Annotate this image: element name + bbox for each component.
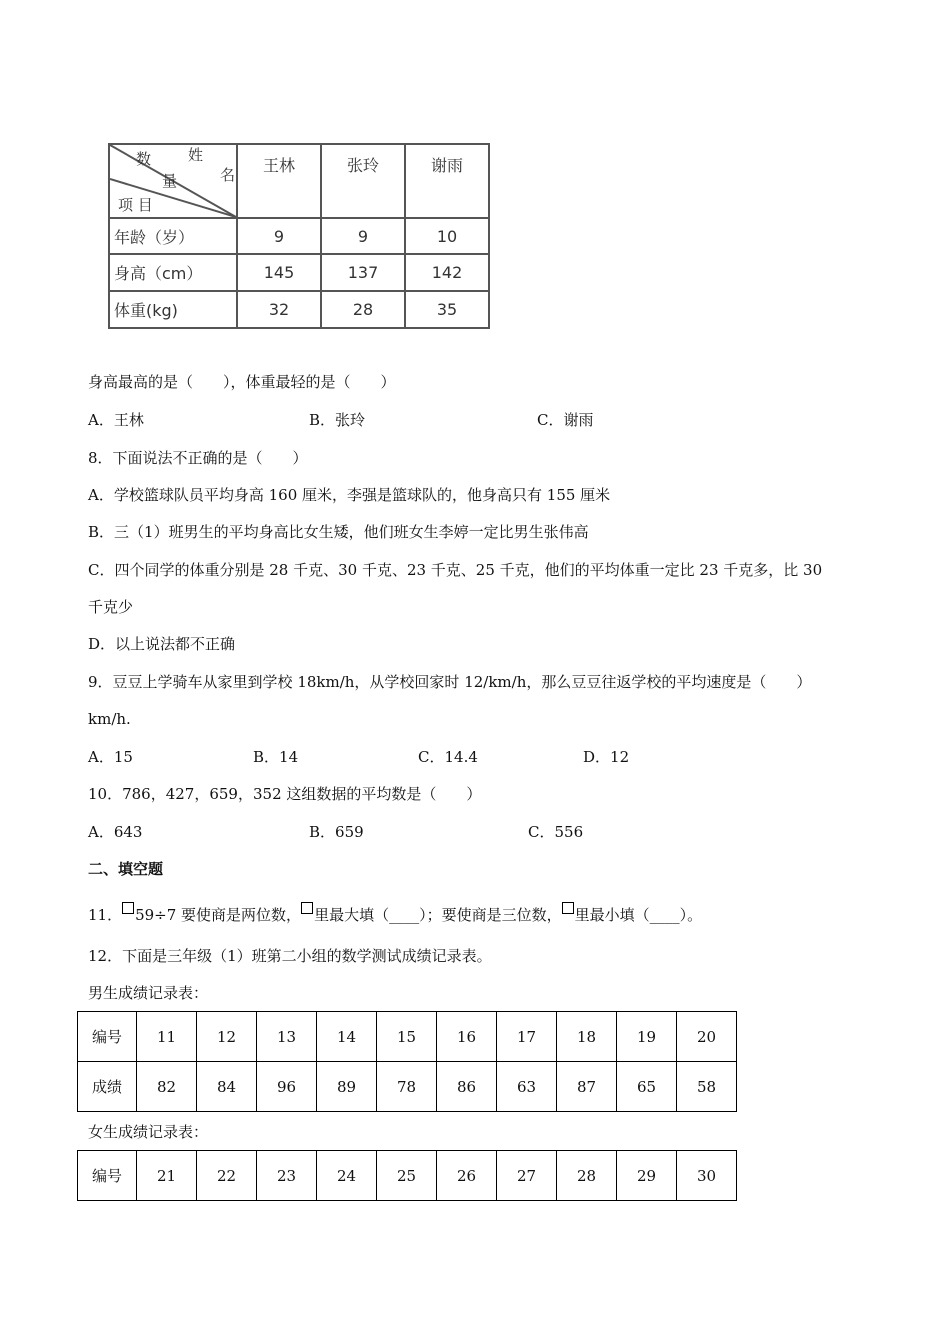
id-cell: 30 — [677, 1151, 737, 1201]
id-cell: 29 — [617, 1151, 677, 1201]
q10-stem: 10．786，427，659，352 这组数据的平均数是（ ） — [88, 785, 482, 803]
girls-table-caption: 女生成绩记录表： — [88, 1123, 209, 1141]
q8-option-b: B．三（1）班男生的平均身高比女生矮，他们班女生李婷一定比男生张伟高 — [88, 523, 589, 541]
id-cell: 26 — [437, 1151, 497, 1201]
id-label-cell: 编号 — [78, 1012, 137, 1062]
girls-score-table — [77, 1150, 737, 1201]
boys-score-table — [77, 1011, 737, 1112]
value-cell: 32 — [237, 291, 321, 328]
value-cell: 9 — [237, 218, 321, 254]
diagonal-header-cell — [109, 144, 237, 218]
q7-option-c: C．谢雨 — [537, 411, 594, 429]
q7-stem: 身高最高的是（ ），体重最轻的是（ ） — [88, 373, 396, 391]
id-cell: 14 — [317, 1012, 377, 1062]
q9-stem-line2: km/h. — [88, 710, 131, 728]
q11-part3: 里最小填（____）。 — [574, 906, 703, 924]
corner-num-label-2: 量 — [162, 172, 178, 190]
id-cell: 28 — [557, 1151, 617, 1201]
id-cell: 18 — [557, 1012, 617, 1062]
score-cell: 78 — [377, 1062, 437, 1112]
q9-option-d: D．12 — [583, 748, 630, 766]
id-cell: 19 — [617, 1012, 677, 1062]
score-cell: 82 — [137, 1062, 197, 1112]
score-cell: 89 — [317, 1062, 377, 1112]
id-cell: 17 — [497, 1012, 557, 1062]
row-label: 身高（cm） — [109, 254, 237, 291]
id-cell: 16 — [437, 1012, 497, 1062]
q10-option-b: B．659 — [309, 823, 364, 841]
value-cell: 145 — [237, 254, 321, 291]
id-cell: 20 — [677, 1012, 737, 1062]
score-cell: 96 — [257, 1062, 317, 1112]
q10-option-c: C．556 — [528, 823, 584, 841]
row-label: 年龄（岁） — [109, 218, 237, 254]
q7-option-a: A．王林 — [88, 411, 144, 429]
score-cell: 58 — [677, 1062, 737, 1112]
blank-box-icon — [562, 902, 574, 914]
q11-part2: 里最大填（____）；要使商是三位数， — [314, 906, 562, 924]
score-cell: 84 — [197, 1062, 257, 1112]
id-cell: 23 — [257, 1151, 317, 1201]
blank-box-icon — [301, 902, 313, 914]
name-cell: 谢雨 — [405, 144, 489, 218]
score-cell: 63 — [497, 1062, 557, 1112]
row-label: 体重(kg) — [109, 291, 237, 328]
corner-col-label-1: 姓 — [188, 146, 204, 164]
section-heading: 二、填空题 — [88, 860, 164, 878]
id-cell: 15 — [377, 1012, 437, 1062]
id-cell: 27 — [497, 1151, 557, 1201]
value-cell: 142 — [405, 254, 489, 291]
id-cell: 24 — [317, 1151, 377, 1201]
score-label-cell: 成绩 — [78, 1062, 137, 1112]
student-info-table — [108, 143, 490, 329]
id-cell: 11 — [137, 1012, 197, 1062]
q8-stem: 8．下面说法不正确的是（ ） — [88, 449, 308, 467]
score-cell: 65 — [617, 1062, 677, 1112]
value-cell: 137 — [321, 254, 405, 291]
id-label-cell: 编号 — [78, 1151, 137, 1201]
q9-option-c: C．14.4 — [418, 748, 478, 766]
corner-col-label-2: 名 — [220, 166, 236, 184]
value-cell: 10 — [405, 218, 489, 254]
q9-stem-line1: 9．豆豆上学骑车从家里到学校 18km/h，从学校回家时 12/km/h，那么豆豆往返学校的平均速度是（ ） — [88, 673, 812, 691]
q9-option-a: A．15 — [88, 748, 133, 766]
q8-option-c-line2: 千克少 — [88, 598, 134, 616]
q12-stem: 12．下面是三年级（1）班第二小组的数学测试成绩记录表。 — [88, 947, 492, 965]
corner-num-label-1: 数 — [136, 150, 152, 168]
corner-row-label: 项 目 — [118, 196, 153, 214]
q8-option-a: A．学校篮球队员平均身高 160 厘米，李强是篮球队的，他身高只有 155 厘米 — [88, 486, 611, 504]
boys-table-caption: 男生成绩记录表： — [88, 984, 209, 1002]
id-cell: 22 — [197, 1151, 257, 1201]
q10-option-a: A．643 — [88, 823, 143, 841]
blank-box-icon — [122, 902, 134, 914]
id-cell: 12 — [197, 1012, 257, 1062]
name-cell: 张玲 — [321, 144, 405, 218]
q11-number: 11． — [88, 906, 123, 924]
score-cell: 87 — [557, 1062, 617, 1112]
name-cell: 王林 — [237, 144, 321, 218]
value-cell: 35 — [405, 291, 489, 328]
q8-option-c-line1: C．四个同学的体重分别是 28 千克、30 千克、23 千克、25 千克，他们的平均体重一定比 23 千克多，比 30 — [88, 561, 823, 579]
value-cell: 28 — [321, 291, 405, 328]
id-cell: 13 — [257, 1012, 317, 1062]
id-cell: 21 — [137, 1151, 197, 1201]
value-cell: 9 — [321, 218, 405, 254]
score-cell: 86 — [437, 1062, 497, 1112]
q8-option-d: D．以上说法都不正确 — [88, 635, 236, 653]
q7-option-b: B．张玲 — [309, 411, 366, 429]
q11-line — [88, 902, 702, 925]
q11-part1: 59÷7 要使商是两位数， — [135, 906, 302, 924]
q9-option-b: B．14 — [253, 748, 299, 766]
id-cell: 25 — [377, 1151, 437, 1201]
